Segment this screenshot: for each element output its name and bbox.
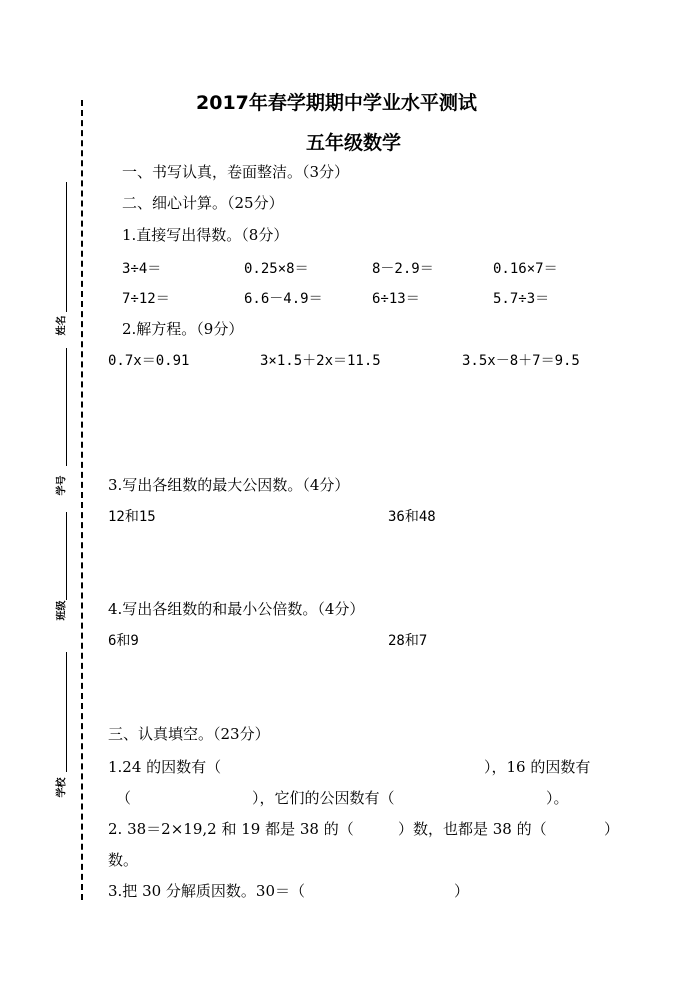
lcm-item: 28和7 — [388, 633, 428, 649]
fill-1-part-c: （ — [116, 789, 132, 807]
calc-item: 0.16×7＝ — [493, 261, 558, 277]
gcd-item: 12和15 — [108, 509, 156, 525]
question-3-heading: 3.写出各组数的最大公因数。（4分） — [108, 476, 350, 494]
binding-dashed-line — [81, 100, 83, 900]
fill-2-part-c: ） — [604, 820, 620, 838]
number-label: 学号 — [56, 475, 68, 496]
number-line — [66, 348, 67, 466]
class-line — [66, 512, 67, 600]
calc-item: 8－2.9＝ — [372, 261, 434, 277]
question-1-heading: 1.直接写出得数。（8分） — [122, 226, 289, 244]
school-label: 学校 — [56, 777, 68, 798]
fill-3-part-b: ） — [454, 882, 470, 900]
calc-item: 6÷13＝ — [372, 291, 420, 307]
gcd-item: 36和48 — [388, 509, 436, 525]
fill-1-part-a: 1.24 的因数有（ — [108, 758, 222, 776]
calc-item: 7÷12＝ — [122, 291, 170, 307]
fill-2-part-b: ）数，也都是 38 的（ — [398, 820, 547, 838]
question-2-heading: 2.解方程。（9分） — [122, 320, 244, 338]
fill-1-part-d: ），它们的公因数有（ — [252, 789, 395, 807]
section-one: 一、书写认真，卷面整洁。（3分） — [122, 163, 350, 181]
question-4-heading: 4.写出各组数的和最小公倍数。（4分） — [108, 600, 365, 618]
school-line — [66, 652, 67, 772]
equation-item: 0.7x＝0.91 — [108, 353, 190, 369]
name-line — [66, 182, 67, 312]
section-three: 三、认真填空。（23分） — [108, 725, 270, 743]
name-label: 姓名 — [56, 315, 68, 336]
lcm-item: 6和9 — [108, 633, 139, 649]
calc-item: 6.6－4.9＝ — [244, 291, 323, 307]
exam-title: 2017年春学期期中学业水平测试 — [196, 92, 477, 114]
fill-2-part-a: 2. 38＝2×19,2 和 19 都是 38 的（ — [108, 820, 354, 838]
fill-1-part-e: ）。 — [546, 789, 569, 807]
calc-item: 0.25×8＝ — [244, 261, 309, 277]
exam-subtitle: 五年级数学 — [306, 132, 402, 154]
calc-item: 3÷4＝ — [122, 261, 162, 277]
calc-item: 5.7÷3＝ — [493, 291, 550, 307]
equation-item: 3.5x－8＋7＝9.5 — [462, 353, 580, 369]
section-two: 二、细心计算。（25分） — [122, 194, 284, 212]
fill-1-part-b: ），16 的因数有 — [484, 758, 591, 776]
equation-item: 3×1.5＋2x＝11.5 — [260, 353, 381, 369]
fill-3-part-a: 3.把 30 分解质因数。30＝（ — [108, 882, 306, 900]
fill-2-part-d: 数。 — [108, 851, 139, 869]
class-label: 班级 — [56, 600, 68, 621]
